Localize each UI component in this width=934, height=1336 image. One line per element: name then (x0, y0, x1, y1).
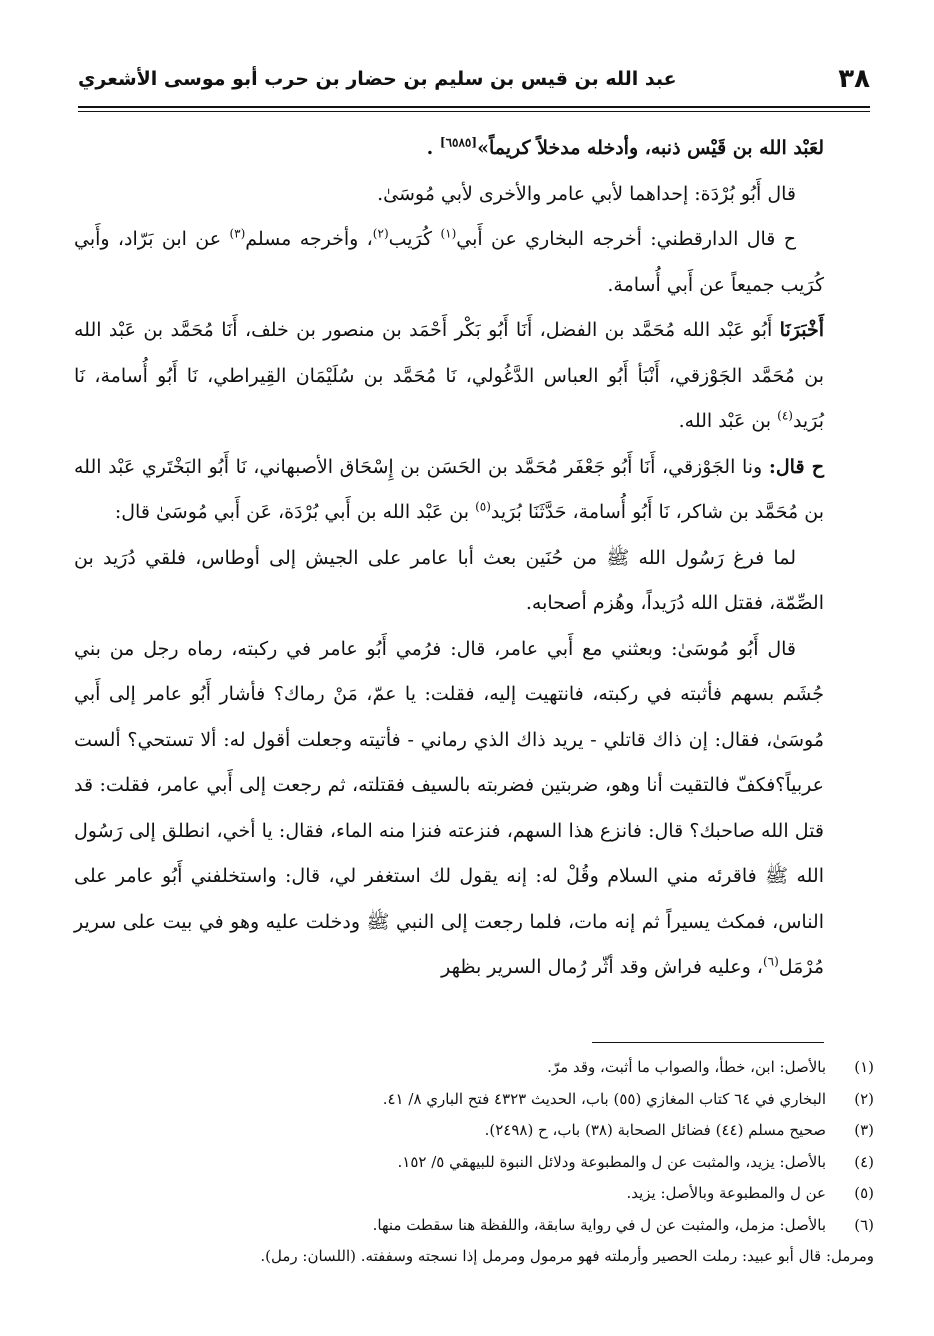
running-title: عبد الله بن قيس بن سليم بن حضار بن حرب أبو موسى الأشعري (78, 68, 677, 90)
isnad-2-lead: ح قال: (768, 455, 824, 478)
footnote (74, 1147, 874, 1179)
page-number: ٣٨ (838, 64, 870, 94)
footnote-continuation: ومرمل: قال أبو عبيد: رملت الحصير وأرملته فهو مرمول ومرمل إذا نسجته وسففته. (اللسان: رمل). (260, 1247, 874, 1265)
footnote-number: (٦) (854, 1215, 874, 1234)
header-rule (78, 106, 870, 112)
abu-amir-text-b: ، وعليه فراش وقد أثّر رُمال السرير بظهر (441, 956, 763, 978)
daraqutni-text-b: كُرَيب (388, 228, 441, 250)
abu-burda-text: قال أَبُو بُرْدَة: إحداهما لأبي عامر والأخرى لأبي مُوسَىٰ. (377, 182, 796, 205)
footnote-text: عن ل والمطبوعة وبالأصل: يزيد. (626, 1184, 826, 1202)
footnote-marker-6: (٦) (762, 954, 779, 969)
footnote-number: (٥) (854, 1184, 874, 1202)
isnad-2-text-a: ونا الجَوْزقي، أَنَا أَبُو جَعْفَر مُحَمَّد بن الحَسَن بن إِسْحَاق الأصبهاني، نَا أَبُو البَخْتَري عَبْد الله بن مُحَمَّد بن شاكر، نَا أَبُو أُسامة، حَدَّثَنَا بُرَيد (74, 455, 824, 523)
footnote (74, 1084, 874, 1116)
footnotes (74, 1052, 874, 1273)
hadith-end-period: . (426, 137, 434, 159)
footnote (74, 1210, 874, 1242)
hadith-end-text: لعَبْد الله بن قَيْس ذنبه، وأدخله مدخلاً كريماً» (477, 137, 824, 159)
footnote-number: (٣) (854, 1121, 874, 1139)
daraqutni-text-c: ، وأخرجه مسلم (245, 228, 373, 250)
isnad-2-text-b: بن عَبْد الله بن أَبي بُرْدَة، عَن أَبي مُوسَىٰ قال: (114, 501, 476, 523)
paragraph-hunayn (74, 536, 824, 627)
paragraph-abu-amir (74, 627, 824, 991)
footnote-marker-2: (٢) (372, 226, 389, 241)
hadith-reference-number: [٦٥٨٥] (439, 135, 478, 150)
footnote-number: (٢) (854, 1089, 874, 1108)
footnote-text: بالأصل: مزمل، والمثبت عن ل في رواية سابقة، واللفظة هنا سقطت منها. (372, 1215, 826, 1234)
footnote-marker-3: (٣) (229, 226, 246, 241)
footnote-number: (١) (854, 1058, 874, 1076)
footnote-text: بالأصل: يزيد، والمثبت عن ل والمطبوعة ودلائل النبوة للبيهقي ٥/ ١٥٢. (397, 1152, 826, 1171)
paragraph-hadith-end (74, 126, 824, 172)
hunayn-text: لما فرغ رَسُول الله ﷺ من حُنَين بعث أبا عامر على الجيش إلى أوطاس، فلقي دُرَيد بن الصِّمّة، فقتل الله دُرَيداً، وهُزم أصحابه. (74, 546, 824, 614)
isnad-1-text-a: أَبُو عَبْد الله مُحَمَّد بن الفضل، أَنَا أَبُو بَكْر أَحْمَد بن منصور بن خلف، أَنَا مُحَمَّد بن عَبْد الله بن مُحَمَّد الجَوْزقي، أَنْبَأ أَبُو العباس الدَّغُولي، نَا مُحَمَّد بن سُلَيْمَان القِيراطي، نَا أَبُو أُسامة، نَا بُرَيد (74, 319, 824, 432)
paragraph-abu-burda (74, 172, 824, 218)
footnote-text: البخاري في ٦٤ كتاب المغازي (٥٥) باب، الحديث ٤٣٢٣ فتح الباري ٨/ ٤١. (382, 1089, 826, 1108)
isnad-1-text-b: بن عَبْد الله. (678, 410, 778, 432)
paragraph-daraqutni (74, 217, 824, 308)
footnote-marker-5: (٥) (475, 499, 491, 514)
isnad-1-lead: أَخْبَرَنَا (779, 319, 824, 341)
footnote-marker-1: (١) (440, 226, 457, 241)
footnote (74, 1178, 874, 1210)
page-header (78, 60, 870, 106)
footnote-text: صحيح مسلم (٤٤) فضائل الصحابة (٣٨) باب، ح (٢٤٩٨). (484, 1121, 826, 1139)
footnote-number: (٤) (854, 1152, 874, 1171)
main-text (74, 126, 824, 991)
footnote-separator (592, 1042, 824, 1043)
footnote (74, 1052, 874, 1084)
daraqutni-text-d: عن ابن بَرّاد، وأَبي كُرَيب جميعاً عن أَبي أُسامة. (74, 228, 824, 296)
paragraph-isnad-1 (74, 308, 824, 445)
footnote-text: بالأصل: ابن، خطأ، والصواب ما أثبت، وقد مرّ. (547, 1058, 826, 1076)
daraqutni-text-a: ح قال الدارقطني: أخرجه البخاري عن أَبي (456, 228, 796, 250)
footnote (74, 1115, 874, 1147)
paragraph-isnad-2 (74, 445, 824, 536)
abu-amir-text-a: قال أَبُو مُوسَىٰ: وبعثني مع أَبي عامر، قال: فرُمي أَبُو عامر في ركبته، رماه رجل من بني جُشَم بسهم فأثبته في ركبته، فانتهيت إليه، فقلت: يا عمّ، مَنْ رماك؟ فأشار أَبُو عامر إلى أَبي مُوسَىٰ، فقال: إن ذاك قاتلي - يريد ذاك الذي رماني - فأتيته وجعلت أقول له: ألا تستحي؟ ألست عربياً؟فكفّ فالتقيت أنا وهو، ضربتين فضربته بالسيف فقتلته، ثم رجعت إلى أَبي عامر، فقلت: قد قتل الله صاحبك؟ قال: فانزع هذا السهم، فنزعته فنزا منه الماء، فقال: يا أخي، انطلق إلى رَسُول الله ﷺ فاقرئه مني السلام وقُلْ له: إنه يقول لك استغفر لي، قال: واستخلفني أَبُو عامر على الناس، فمكث يسيراً ثم إنه مات، فلما رجعت إلى النبي ﷺ ودخلت عليه وهو في بيت على سرير مُرْمَل (74, 637, 824, 978)
footnote-marker-4: (٤) (777, 408, 793, 423)
